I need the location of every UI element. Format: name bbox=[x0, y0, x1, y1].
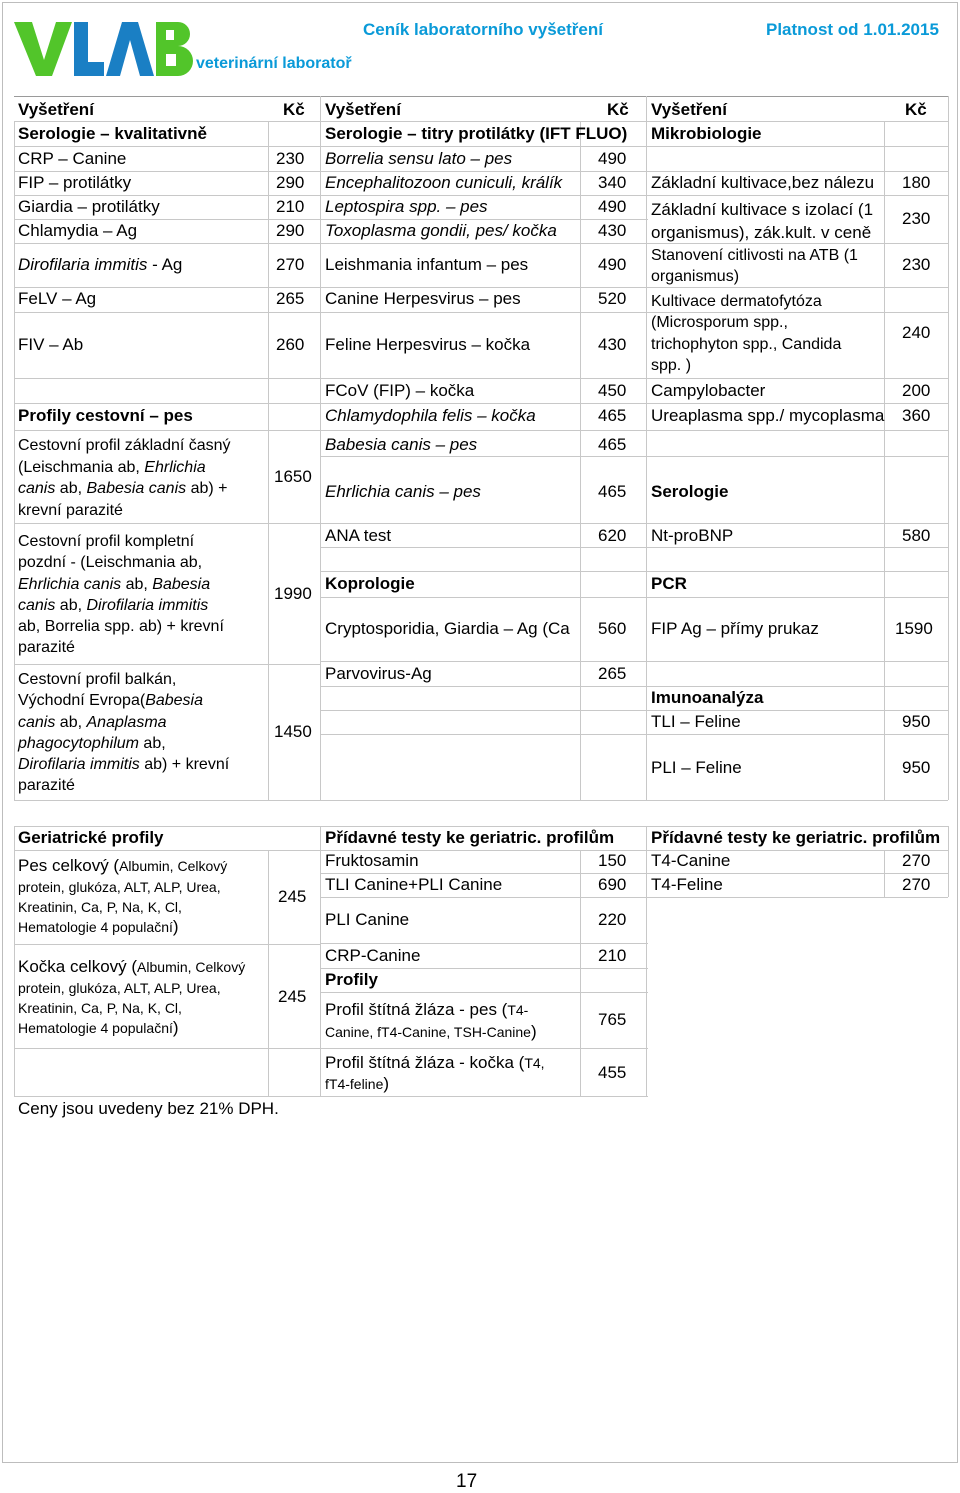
price: 560 bbox=[598, 619, 627, 638]
list-item: CRP-Canine bbox=[325, 946, 421, 965]
price: 950 bbox=[902, 712, 931, 731]
col2-header-exam: Vyšetření bbox=[325, 100, 401, 119]
price: 430 bbox=[598, 335, 627, 354]
list-item: Ehrlichia canis – pes bbox=[325, 482, 481, 501]
additional-tests-title-2: Přídavné testy ke geriatric. profilům bbox=[651, 828, 941, 847]
profiles-title: Profily cestovní – pes bbox=[18, 406, 193, 425]
price: 950 bbox=[902, 758, 931, 777]
thyroid-profile-cat: Profil štítná žláza - kočka (T4, fT4-feline) bbox=[325, 1053, 545, 1093]
price: 265 bbox=[276, 289, 305, 308]
price: 1650 bbox=[274, 467, 312, 486]
list-item: Leptospira spp. – pes bbox=[325, 197, 488, 216]
list-item: Kultivace dermatofytóza (Microsporum spp., trichophyton spp., Candida spp. ) bbox=[651, 293, 842, 374]
list-item: Nt-proBNP bbox=[651, 526, 734, 545]
price: 360 bbox=[902, 406, 931, 425]
price: 455 bbox=[598, 1063, 627, 1082]
col2-header-price: Kč bbox=[607, 100, 629, 119]
price: 260 bbox=[276, 335, 305, 354]
travel-profile-basic: Cestovní profil základní časný (Leischmania ab, Ehrlichia canis ab, Babesia canis ab) + krevní parazité bbox=[18, 437, 231, 519]
list-item: FIP Ag – přímy prukaz bbox=[651, 619, 819, 638]
list-item: Fruktosamin bbox=[325, 851, 419, 870]
price: 270 bbox=[276, 255, 305, 274]
price: 465 bbox=[598, 406, 627, 425]
price: 245 bbox=[278, 887, 307, 906]
list-item: FIV – Ab bbox=[18, 335, 84, 354]
price: 490 bbox=[598, 149, 627, 168]
list-item: FeLV – Ag bbox=[18, 289, 97, 308]
page-number: 17 bbox=[456, 1471, 478, 1492]
geriatric-profile-cat: Kočka celkový (Albumin, Celkový protein, glukóza, ALT, ALP, Urea, Kreatinin, Ca, P, Na, K, Cl, Hematologie 4 populační) bbox=[18, 957, 246, 1037]
list-item: PLI Canine bbox=[325, 910, 410, 929]
list-item: FIP – protilátky bbox=[18, 173, 132, 192]
price: 230 bbox=[902, 255, 931, 274]
travel-profile-balkan: Cestovní profil balkán, Východní Evropa(Babesia canis ab, Anaplasma phagocytophilum ab, Dirofilaria immitis ab) + krevní parazité bbox=[18, 671, 230, 795]
price: 465 bbox=[598, 435, 627, 454]
list-item: Giardia – protilátky bbox=[18, 197, 160, 216]
col2-section-title: Serologie – titry protilátky (IFT FLUO) bbox=[325, 124, 628, 143]
list-item: FCoV (FIP) – kočka bbox=[325, 381, 475, 400]
imuno-title: Imunoanalýza bbox=[651, 688, 764, 707]
list-item: Stanovení citlivosti na ATB (1 organismus) bbox=[651, 247, 858, 285]
price: 210 bbox=[598, 946, 627, 965]
price: 240 bbox=[902, 323, 931, 342]
price: 270 bbox=[902, 875, 931, 894]
vlab-logo bbox=[14, 16, 194, 78]
price: 620 bbox=[598, 526, 627, 545]
list-item: ANA test bbox=[325, 526, 392, 545]
price: 1450 bbox=[274, 722, 312, 741]
list-item: Parvovirus-Ag bbox=[325, 664, 432, 683]
list-item: Babesia canis – pes bbox=[325, 435, 478, 454]
col1-section-title: Serologie – kvalitativně bbox=[18, 124, 207, 143]
pcr-title: PCR bbox=[651, 574, 687, 593]
list-item: TLI – Feline bbox=[651, 712, 741, 731]
thyroid-profile-dog: Profil štítná žláza - pes (T4- Canine, fT4-Canine, TSH-Canine) bbox=[325, 1000, 537, 1041]
list-item: Cryptosporidia, Giardia – Ag (Ca bbox=[325, 619, 570, 638]
list-item: Chlamydophila felis – kočka bbox=[325, 406, 536, 425]
col3-header-exam: Vyšetření bbox=[651, 100, 727, 119]
serologie-title: Serologie bbox=[651, 482, 729, 501]
list-item: Feline Herpesvirus – kočka bbox=[325, 335, 531, 354]
price: 450 bbox=[598, 381, 627, 400]
price: 270 bbox=[902, 851, 931, 870]
price: 580 bbox=[902, 526, 931, 545]
price: 220 bbox=[598, 910, 627, 929]
price: 1590 bbox=[895, 619, 933, 638]
list-item: CRP – Canine bbox=[18, 149, 127, 168]
list-item: T4-Canine bbox=[651, 851, 731, 870]
price: 490 bbox=[598, 255, 627, 274]
col3-section-title: Mikrobiologie bbox=[651, 124, 762, 143]
price: 690 bbox=[598, 875, 627, 894]
koprologie-title: Koprologie bbox=[325, 574, 415, 593]
price: 1990 bbox=[274, 584, 312, 603]
additional-tests-title: Přídavné testy ke geriatric. profilům bbox=[325, 828, 615, 847]
list-item: Borrelia sensu lato – pes bbox=[325, 149, 513, 168]
page-title: Ceník laboratorního vyšetření bbox=[363, 20, 603, 39]
price: 490 bbox=[598, 197, 627, 216]
price: 150 bbox=[598, 851, 627, 870]
list-item: PLI – Feline bbox=[651, 758, 742, 777]
lab-name: veterinární laboratoř bbox=[196, 55, 352, 72]
list-item: Campylobacter bbox=[651, 381, 766, 400]
list-item: Chlamydia – Ag bbox=[18, 221, 138, 240]
price: 290 bbox=[276, 173, 305, 192]
validity-date: Platnost od 1.01.2015 bbox=[766, 20, 939, 39]
price: 340 bbox=[598, 173, 627, 192]
price: 765 bbox=[598, 1010, 627, 1029]
col3-header-price: Kč bbox=[905, 100, 927, 119]
list-item: Toxoplasma gondii, pes/ kočka bbox=[325, 221, 557, 240]
price: 465 bbox=[598, 482, 627, 501]
list-item: Základní kultivace s izolací (1 organismus), zák.kult. v ceně bbox=[651, 200, 874, 242]
col1-header-price: Kč bbox=[283, 100, 305, 119]
list-item: Základní kultivace,bez nálezu bbox=[651, 173, 875, 192]
list-item: Ureaplasma spp./ mycoplasma bbox=[651, 406, 885, 425]
geriatric-title: Geriatrické profily bbox=[18, 828, 164, 847]
list-item: Encephalitozoon cuniculi, králík bbox=[325, 173, 563, 192]
profily-title: Profily bbox=[325, 970, 378, 989]
price: 245 bbox=[278, 987, 307, 1006]
price: 210 bbox=[276, 197, 305, 216]
vat-note: Ceny jsou uvedeny bez 21% DPH. bbox=[18, 1099, 279, 1118]
price: 230 bbox=[902, 209, 931, 228]
travel-profile-complete: Cestovní profil kompletní pozdní - (Leischmania ab, Ehrlichia canis ab, Babesia canis ab, Dirofilaria immitis ab, Borrelia spp. ab) + krevní parazité bbox=[18, 533, 224, 657]
geriatric-profile-dog: Pes celkový (Albumin, Celkový protein, glukóza, ALT, ALP, Urea, Kreatinin, Ca, P, Na, K, Cl, Hematologie 4 populační) bbox=[18, 856, 228, 936]
price: 200 bbox=[902, 381, 931, 400]
col1-header-exam: Vyšetření bbox=[18, 100, 94, 119]
list-item: Leishmania infantum – pes bbox=[325, 255, 529, 274]
list-item: Canine Herpesvirus – pes bbox=[325, 289, 521, 308]
list-item: T4-Feline bbox=[651, 875, 723, 894]
list-item: Dirofilaria immitis - Ag bbox=[18, 255, 183, 274]
list-item: TLI Canine+PLI Canine bbox=[325, 875, 503, 894]
price: 180 bbox=[902, 173, 931, 192]
price: 430 bbox=[598, 221, 627, 240]
price: 265 bbox=[598, 664, 627, 683]
price: 230 bbox=[276, 149, 305, 168]
price: 520 bbox=[598, 289, 627, 308]
price: 290 bbox=[276, 221, 305, 240]
